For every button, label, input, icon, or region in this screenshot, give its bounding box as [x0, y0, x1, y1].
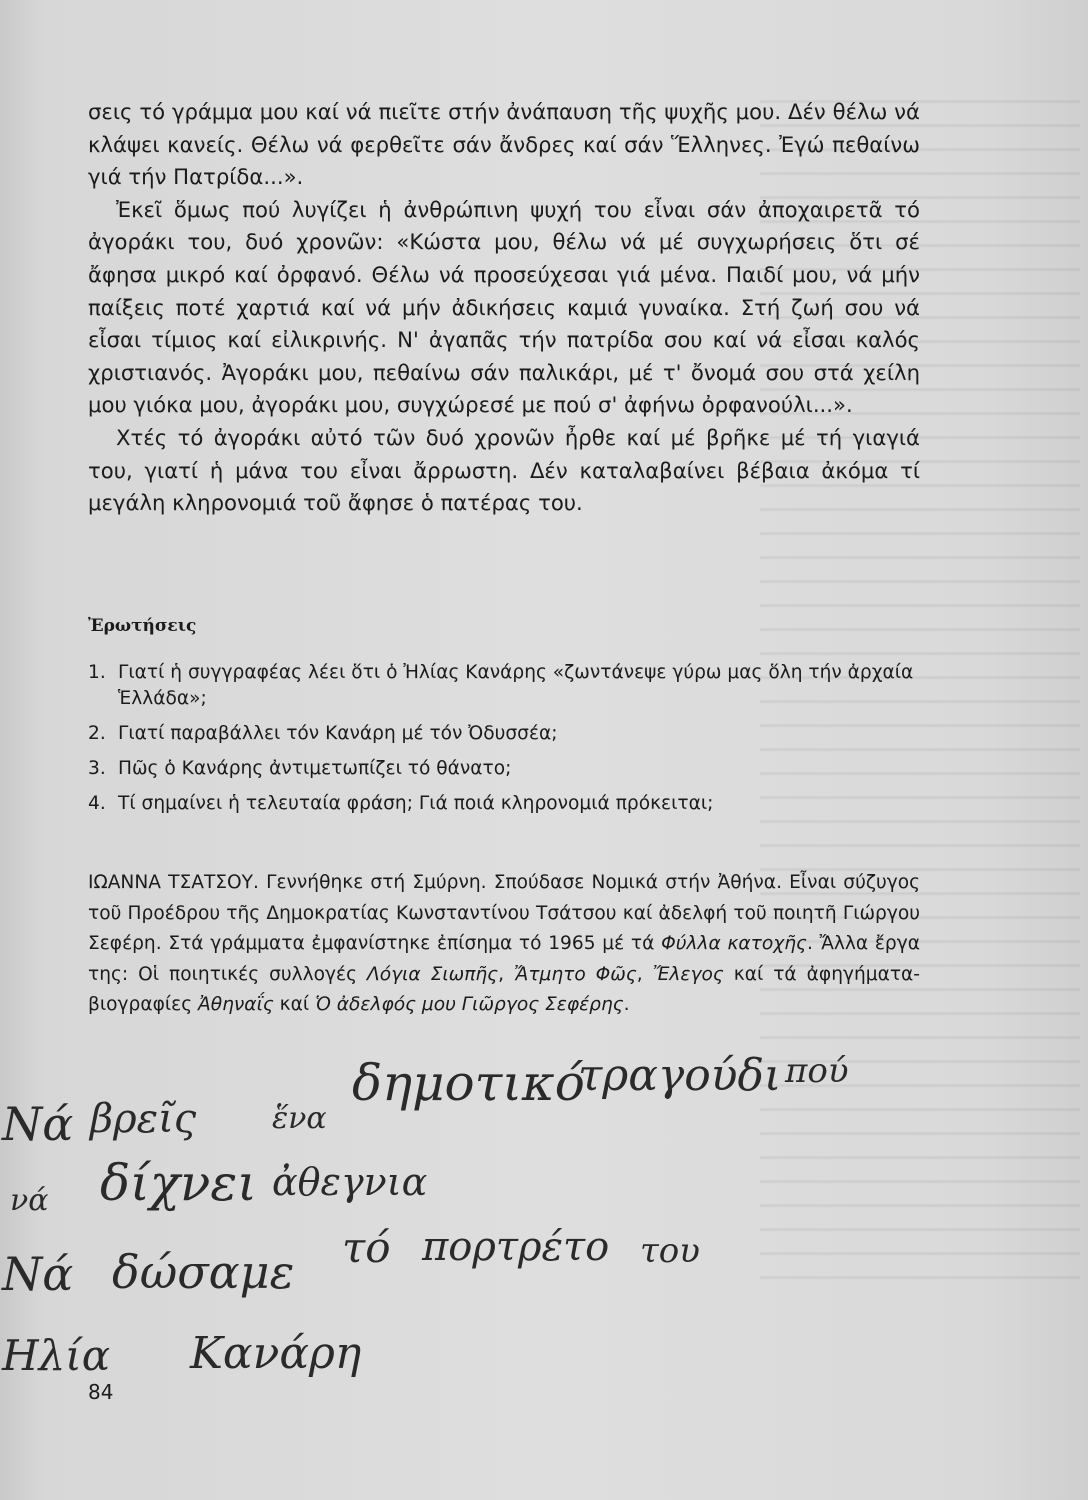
author-name: ΙΩΑΝΝΑ ΤΣΑΤΣΟΥ. [88, 872, 259, 893]
handwriting-word: τραγούδι [578, 1050, 782, 1101]
question-number: 3. [88, 758, 106, 779]
bio-text: καί τά ἀφηγήματα-βιογραφίες [88, 963, 921, 1015]
questions-list [88, 660, 928, 826]
handwriting-word: πού [785, 1051, 849, 1091]
handwriting-word: ἀθεγνια [272, 1160, 428, 1204]
body-text [88, 96, 920, 520]
bio-text: , [636, 963, 653, 985]
bio-text: , [498, 963, 515, 985]
bio-text: . [623, 994, 630, 1015]
question-number: 4. [88, 793, 106, 814]
question-item [88, 721, 928, 747]
bio-text: . Ἄλλα ἔργα της: Οἱ ποιητικές συλλογές [88, 933, 920, 985]
question-text: Τί σημαίνει ἡ τελευταία φράση; Γιά ποιά κληρονομιά πρόκειται; [118, 793, 714, 814]
bio-text: καί [273, 994, 316, 1015]
work-title: Λόγια Σιωπῆς [366, 963, 499, 985]
paragraph-2: Ἐκεῖ ὅμως πού λυγίζει ἡ ἀνθρώπινη ψυχή του εἶναι σάν ἀποχαιρετᾶ τό ἀγοράκι του, δυό χρονῶν: «Κώστα μου, θέλω νά μέ συγχωρήσεις ὅτι σέ ἄφησα μικρό καί ὀρφανό. Θέλω νά προσεύχεσαι γιά μένα. Παιδί μου, νά μήν παίξεις ποτέ χαρτιά καί νά μήν ἀδικήσεις καμιά γυναίκα. Στή ζωή σου νά εἶσαι τίμιος καί εἰλικρινής. Ν' ἀγαπᾶς τήν πατρίδα σου καί νά εἶσαι καλός χριστιανός. Ἀγοράκι μου, πεθαίνω σάν παλικάρι, μέ τ' ὄνομά σου στά χείλη μου γιόκα μου, ἀγοράκι μου, συγχώρεσέ με πού σ' ἀφήνω ὀρφανούλι...». [88, 196, 920, 418]
handwriting-word: δίχνει [100, 1154, 257, 1212]
work-title: Ἄτμητο Φῶς [514, 963, 637, 985]
questions-heading: Ἐρωτήσεις [88, 616, 197, 636]
handwriting-word: δώσαμε [112, 1245, 295, 1299]
question-text: Γιατί ἡ συγγραφέας λέει ὅτι ὁ Ἠλίας Κανάρης «ζωντάνεψε γύρω μας ὅλη τήν ἀρχαία Ἑλλάδα»; [118, 662, 914, 709]
bio-text: Γεννήθηκε στή Σμύρνη. Σπούδασε Νομικά στήν Ἀθήνα. Εἶναι σύζυγος τοῦ Προέδρου τῆς Δημοκρατίας Κωνσταντίνου Τσάτσου καί ἀδελφή τοῦ ποιητῆ Γιώργου Σεφέρη. Στά γράμματα ἐμφανίστηκε ἐπίσημα τό 1965 μέ τά [88, 872, 920, 954]
handwriting-word: Νά [2, 1097, 74, 1151]
handwriting-word: πορτρέτο [422, 1224, 610, 1270]
work-title: Φύλλα κατοχῆς [661, 933, 807, 954]
question-item [88, 660, 928, 712]
work-title: Ὁ ἀδελφός μου Γιῶργος Σεφέρης [315, 994, 624, 1015]
question-item [88, 756, 928, 782]
question-text: Πῶς ὁ Κανάρης ἀντιμετωπίζει τό θάνατο; [118, 758, 512, 779]
question-number: 2. [88, 723, 106, 744]
handwriting-word: Νά [2, 1247, 74, 1301]
work-title: Ἀθηναΐς [198, 994, 274, 1015]
handwriting-word: τό [342, 1223, 391, 1272]
page-number: 84 [88, 1380, 114, 1404]
handwriting-word: Κανάρη [190, 1328, 362, 1379]
question-text: Γιατί παραβάλλει τόν Κανάρη μέ τόν Ὀδυσσέα; [118, 723, 558, 744]
question-item [88, 791, 928, 817]
work-title: Ἔλεγος [652, 963, 724, 985]
handwriting-word: Ηλία [2, 1331, 111, 1380]
handwriting-word: νά [10, 1183, 49, 1218]
handwriting-word: ἕνα [272, 1101, 327, 1136]
handwriting-word: του [640, 1231, 700, 1271]
question-number: 1. [88, 662, 106, 683]
handwriting-word: δημοτικό [352, 1054, 585, 1112]
paragraph-3: Χτές τό ἀγοράκι αὐτό τῶν δυό χρονῶν ἦρθε καί μέ βρῆκε μέ τή γιαγιά του, γιατί ἡ μάνα του εἶναι ἄρρωστη. Δέν καταλαβαίνει βέβαια ἀκόμα τί μεγάλη κληρονομιά τοῦ ἄφησε ὁ πατέρας του. [88, 424, 920, 516]
handwriting-word: βρεῖς [90, 1096, 197, 1142]
author-bio [88, 868, 920, 1021]
paragraph-1: σεις τό γράμμα μου καί νά πιεῖτε στήν ἀνάπαυση τῆς ψυχῆς μου. Δέν θέλω νά κλάψει κανείς. Θέλω νά φερθεῖτε σάν ἄνδρες καί σάν Ἕλληνες. Ἐγώ πεθαίνω γιά τήν Πατρίδα...». [88, 99, 920, 190]
